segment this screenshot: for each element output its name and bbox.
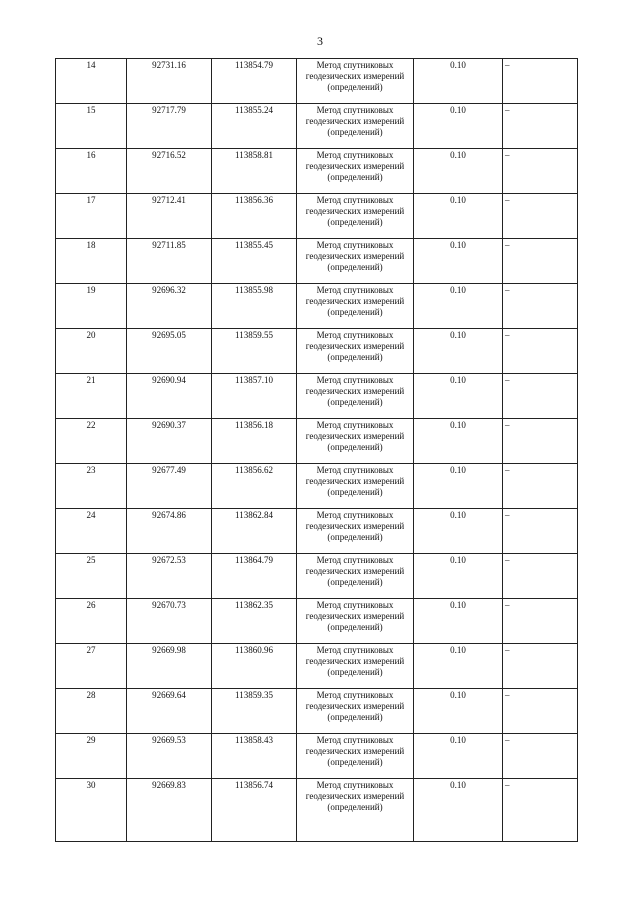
y-coordinate-cell: 113858.81 (212, 149, 297, 194)
note-cell: – (503, 734, 578, 779)
method-cell: Метод спутниковых геодезических измерений (определений) (297, 329, 414, 374)
table-row (56, 419, 578, 464)
precision-cell: 0.10 (414, 419, 503, 464)
point-number-cell: 27 (56, 644, 127, 689)
precision-cell: 0.10 (414, 599, 503, 644)
note-cell: – (503, 194, 578, 239)
note-cell: – (503, 779, 578, 842)
x-coordinate-cell: 92712.41 (127, 194, 212, 239)
method-cell: Метод спутниковых геодезических измерений (определений) (297, 419, 414, 464)
x-coordinate-cell: 92672.53 (127, 554, 212, 599)
y-coordinate-cell: 113864.79 (212, 554, 297, 599)
point-number-cell: 14 (56, 59, 127, 104)
precision-cell: 0.10 (414, 59, 503, 104)
note-cell: – (503, 554, 578, 599)
point-number-cell: 28 (56, 689, 127, 734)
precision-cell: 0.10 (414, 374, 503, 419)
x-coordinate-cell: 92669.53 (127, 734, 212, 779)
note-cell: – (503, 329, 578, 374)
y-coordinate-cell: 113857.10 (212, 374, 297, 419)
note-cell: – (503, 374, 578, 419)
precision-cell: 0.10 (414, 509, 503, 554)
table-row (56, 194, 578, 239)
y-coordinate-cell: 113860.96 (212, 644, 297, 689)
y-coordinate-cell: 113859.55 (212, 329, 297, 374)
point-number-cell: 21 (56, 374, 127, 419)
note-cell: – (503, 644, 578, 689)
method-cell: Метод спутниковых геодезических измерений (определений) (297, 689, 414, 734)
precision-cell: 0.10 (414, 149, 503, 194)
table-row (56, 509, 578, 554)
table-row (56, 59, 578, 104)
x-coordinate-cell: 92690.37 (127, 419, 212, 464)
x-coordinate-cell: 92731.16 (127, 59, 212, 104)
precision-cell: 0.10 (414, 239, 503, 284)
y-coordinate-cell: 113856.62 (212, 464, 297, 509)
y-coordinate-cell: 113856.74 (212, 779, 297, 842)
x-coordinate-cell: 92669.64 (127, 689, 212, 734)
table-row (56, 149, 578, 194)
point-number-cell: 17 (56, 194, 127, 239)
y-coordinate-cell: 113862.84 (212, 509, 297, 554)
precision-cell: 0.10 (414, 284, 503, 329)
note-cell: – (503, 464, 578, 509)
method-cell: Метод спутниковых геодезических измерений (определений) (297, 194, 414, 239)
table-row (56, 104, 578, 149)
note-cell: – (503, 419, 578, 464)
method-cell: Метод спутниковых геодезических измерений (определений) (297, 599, 414, 644)
x-coordinate-cell: 92717.79 (127, 104, 212, 149)
table-row (56, 644, 578, 689)
method-cell: Метод спутниковых геодезических измерений (определений) (297, 644, 414, 689)
y-coordinate-cell: 113854.79 (212, 59, 297, 104)
table-row (56, 284, 578, 329)
x-coordinate-cell: 92690.94 (127, 374, 212, 419)
x-coordinate-cell: 92677.49 (127, 464, 212, 509)
y-coordinate-cell: 113856.18 (212, 419, 297, 464)
point-number-cell: 30 (56, 779, 127, 842)
x-coordinate-cell: 92670.73 (127, 599, 212, 644)
y-coordinate-cell: 113856.36 (212, 194, 297, 239)
note-cell: – (503, 239, 578, 284)
note-cell: – (503, 104, 578, 149)
precision-cell: 0.10 (414, 689, 503, 734)
note-cell: – (503, 284, 578, 329)
method-cell: Метод спутниковых геодезических измерений (определений) (297, 779, 414, 842)
precision-cell: 0.10 (414, 554, 503, 599)
point-number-cell: 22 (56, 419, 127, 464)
point-number-cell: 18 (56, 239, 127, 284)
table-row (56, 689, 578, 734)
x-coordinate-cell: 92669.83 (127, 779, 212, 842)
precision-cell: 0.10 (414, 194, 503, 239)
precision-cell: 0.10 (414, 329, 503, 374)
x-coordinate-cell: 92695.05 (127, 329, 212, 374)
point-number-cell: 29 (56, 734, 127, 779)
point-number-cell: 25 (56, 554, 127, 599)
method-cell: Метод спутниковых геодезических измерений (определений) (297, 239, 414, 284)
table-row (56, 464, 578, 509)
point-number-cell: 15 (56, 104, 127, 149)
page-number: 3 (317, 34, 323, 48)
method-cell: Метод спутниковых геодезических измерений (определений) (297, 554, 414, 599)
coordinates-table (55, 58, 578, 842)
x-coordinate-cell: 92716.52 (127, 149, 212, 194)
note-cell: – (503, 149, 578, 194)
method-cell: Метод спутниковых геодезических измерений (определений) (297, 149, 414, 194)
method-cell: Метод спутниковых геодезических измерений (определений) (297, 464, 414, 509)
note-cell: – (503, 689, 578, 734)
method-cell: Метод спутниковых геодезических измерений (определений) (297, 374, 414, 419)
precision-cell: 0.10 (414, 644, 503, 689)
method-cell: Метод спутниковых геодезических измерений (определений) (297, 284, 414, 329)
table-row (56, 734, 578, 779)
method-cell: Метод спутниковых геодезических измерений (определений) (297, 104, 414, 149)
table-row (56, 329, 578, 374)
precision-cell: 0.10 (414, 734, 503, 779)
y-coordinate-cell: 113862.35 (212, 599, 297, 644)
point-number-cell: 23 (56, 464, 127, 509)
point-number-cell: 20 (56, 329, 127, 374)
table-row (56, 374, 578, 419)
note-cell: – (503, 599, 578, 644)
point-number-cell: 19 (56, 284, 127, 329)
y-coordinate-cell: 113855.45 (212, 239, 297, 284)
y-coordinate-cell: 113855.98 (212, 284, 297, 329)
x-coordinate-cell: 92674.86 (127, 509, 212, 554)
note-cell: – (503, 509, 578, 554)
table-row (56, 779, 578, 842)
table-row (56, 599, 578, 644)
precision-cell: 0.10 (414, 779, 503, 842)
y-coordinate-cell: 113855.24 (212, 104, 297, 149)
precision-cell: 0.10 (414, 104, 503, 149)
table-row (56, 554, 578, 599)
method-cell: Метод спутниковых геодезических измерений (определений) (297, 509, 414, 554)
method-cell: Метод спутниковых геодезических измерений (определений) (297, 59, 414, 104)
method-cell: Метод спутниковых геодезических измерений (определений) (297, 734, 414, 779)
table-row (56, 239, 578, 284)
point-number-cell: 26 (56, 599, 127, 644)
y-coordinate-cell: 113858.43 (212, 734, 297, 779)
y-coordinate-cell: 113859.35 (212, 689, 297, 734)
x-coordinate-cell: 92669.98 (127, 644, 212, 689)
precision-cell: 0.10 (414, 464, 503, 509)
point-number-cell: 16 (56, 149, 127, 194)
x-coordinate-cell: 92711.85 (127, 239, 212, 284)
table-body (56, 59, 578, 842)
x-coordinate-cell: 92696.32 (127, 284, 212, 329)
point-number-cell: 24 (56, 509, 127, 554)
note-cell: – (503, 59, 578, 104)
